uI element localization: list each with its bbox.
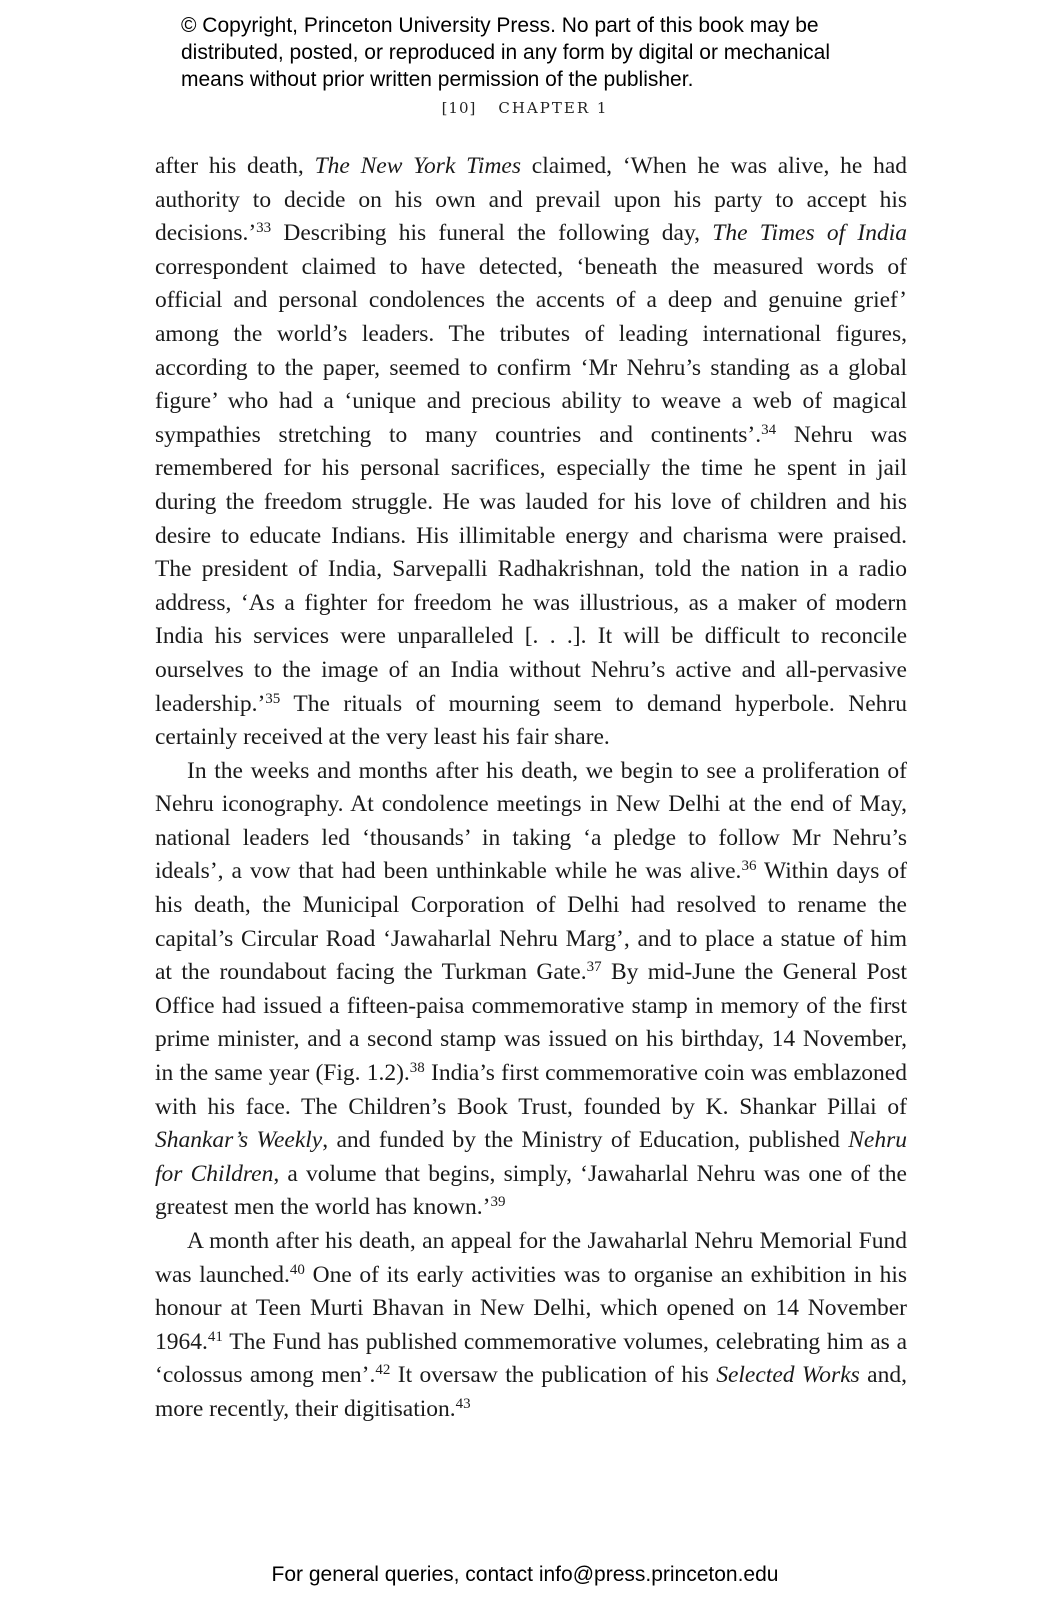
paragraph-2 (155, 755, 907, 1225)
text-run: By mid-June the General Post Office had issued a fifteen-paisa commemorative stamp in memory of the first prime minister, and a second stamp was issued on his birthday, 14 November, in the same year (Fig. 1.2). (155, 959, 907, 1087)
page-number: [10] (441, 99, 477, 117)
running-head (0, 99, 1050, 117)
text-run: The Fund has published commemorative volumes, celebrating him as a ‘colossus among men’. (155, 1328, 907, 1389)
footnote-ref: 34 (761, 421, 777, 438)
footnote-ref: 33 (256, 220, 272, 237)
text-run: The rituals of mourning seem to demand hyperbole. Nehru certainly received at the very least his fair share. (155, 690, 907, 751)
copyright-line: distributed, posted, or reproduced in any form by digital or mechanical (181, 41, 831, 64)
copyright-line: means without prior written permission of the publisher. (181, 68, 694, 91)
body-text (155, 150, 907, 1427)
publication-title: Selected Works (716, 1362, 860, 1389)
footnote-ref: 38 (409, 1060, 425, 1077)
text-run: after his death, (155, 153, 315, 179)
text-run: and, more recently, their digitisation. (155, 1362, 907, 1422)
copyright-line: © Copyright, Princeton University Press. No part of this book may be (181, 14, 819, 37)
copyright-notice (181, 12, 941, 93)
text-run: India’s first commemorative coin was emblazoned with his face. The Children’s Book Trust, founded by K. Shankar Pillai of (155, 1060, 907, 1120)
text-run: In the weeks and months after his death, we begin to see a proliferation of Nehru iconography. At condolence meetings in New Delhi at the end of May, national leaders led ‘thousands’ in taking ‘a pledge to follow Mr Nehru’s ideals’, a vow that had been unthinkable while he was alive. (155, 757, 907, 885)
footnote-ref: 35 (265, 690, 281, 707)
text-run: It oversaw the publication of his (390, 1362, 717, 1389)
footnote-ref: 41 (207, 1328, 223, 1345)
publication-title: Shankar’s Weekly (155, 1127, 323, 1154)
publication-title: Nehru for Children (155, 1127, 907, 1187)
paragraph-1 (155, 150, 907, 755)
chapter-label: CHAPTER 1 (498, 99, 609, 117)
publication-title: The New York Times (314, 153, 522, 179)
text-run: correspondent claimed to have detected, ‘beneath the measured words of official and personal condolences the accents of a deep and genuine grief’ among the world’s leaders. The tributes of leading international figures, according to the paper, seemed to confirm ‘Mr Nehru’s standing as a global figure’ who had a ‘unique and precious ability to weave a web of magical sympathies stretching to many countries and continents’. (155, 253, 907, 448)
text-run: Describing his funeral the following day, (271, 220, 713, 247)
footnote-ref: 37 (586, 959, 602, 976)
text-run: claimed, ‘When he was alive, he had authority to decide on his own and prevail upon his party to accept his decisions.’ (155, 153, 908, 247)
footnote-ref: 40 (289, 1261, 305, 1278)
text-run: A month after his death, an appeal for the Jawaharlal Nehru Memorial Fund was launched. (155, 1228, 907, 1288)
text-run: , and funded by the Ministry of Education, published (322, 1127, 849, 1154)
text-run: Nehru was remembered for his personal sacrifices, especially the time he spent in jail during the freedom struggle. He was lauded for his love of children and his desire to educate Indians. His illimitable energy and charisma were praised. The president of India, Sarvepalli Radhakrishnan, told the nation in a radio address, ‘As a fighter for freedom he was illustrious, as a maker of modern India his services were unparalleled [. . .]. It will be difficult to reconcile ourselves to the image of an India without Nehru’s active and all-pervasive leadership.’ (155, 421, 907, 717)
publication-title: The Times of India (712, 220, 907, 247)
footnote-ref: 43 (455, 1395, 471, 1412)
footnote-ref: 36 (741, 858, 757, 875)
text-run: , a volume that begins, simply, ‘Jawaharlal Nehru was one of the greatest men the world has known.’ (155, 1160, 907, 1221)
paragraph-3 (155, 1225, 907, 1427)
text-run: Within days of his death, the Municipal Corporation of Delhi had resolved to rename the capital’s Circular Road ‘Jawaharlal Nehru Marg’, and to place a statue of him at the roundabout facing the Turkman Gate. (155, 858, 908, 986)
text-run: One of its early activities was to organise an exhibition in his honour at Teen Murti Bhavan in New Delhi, which opened on 14 November 1964. (155, 1261, 907, 1355)
footnote-ref: 39 (490, 1194, 506, 1211)
contact-footer: For general queries, contact info@press.princeton.edu (271, 1563, 779, 1586)
footnote-ref: 42 (375, 1362, 391, 1379)
